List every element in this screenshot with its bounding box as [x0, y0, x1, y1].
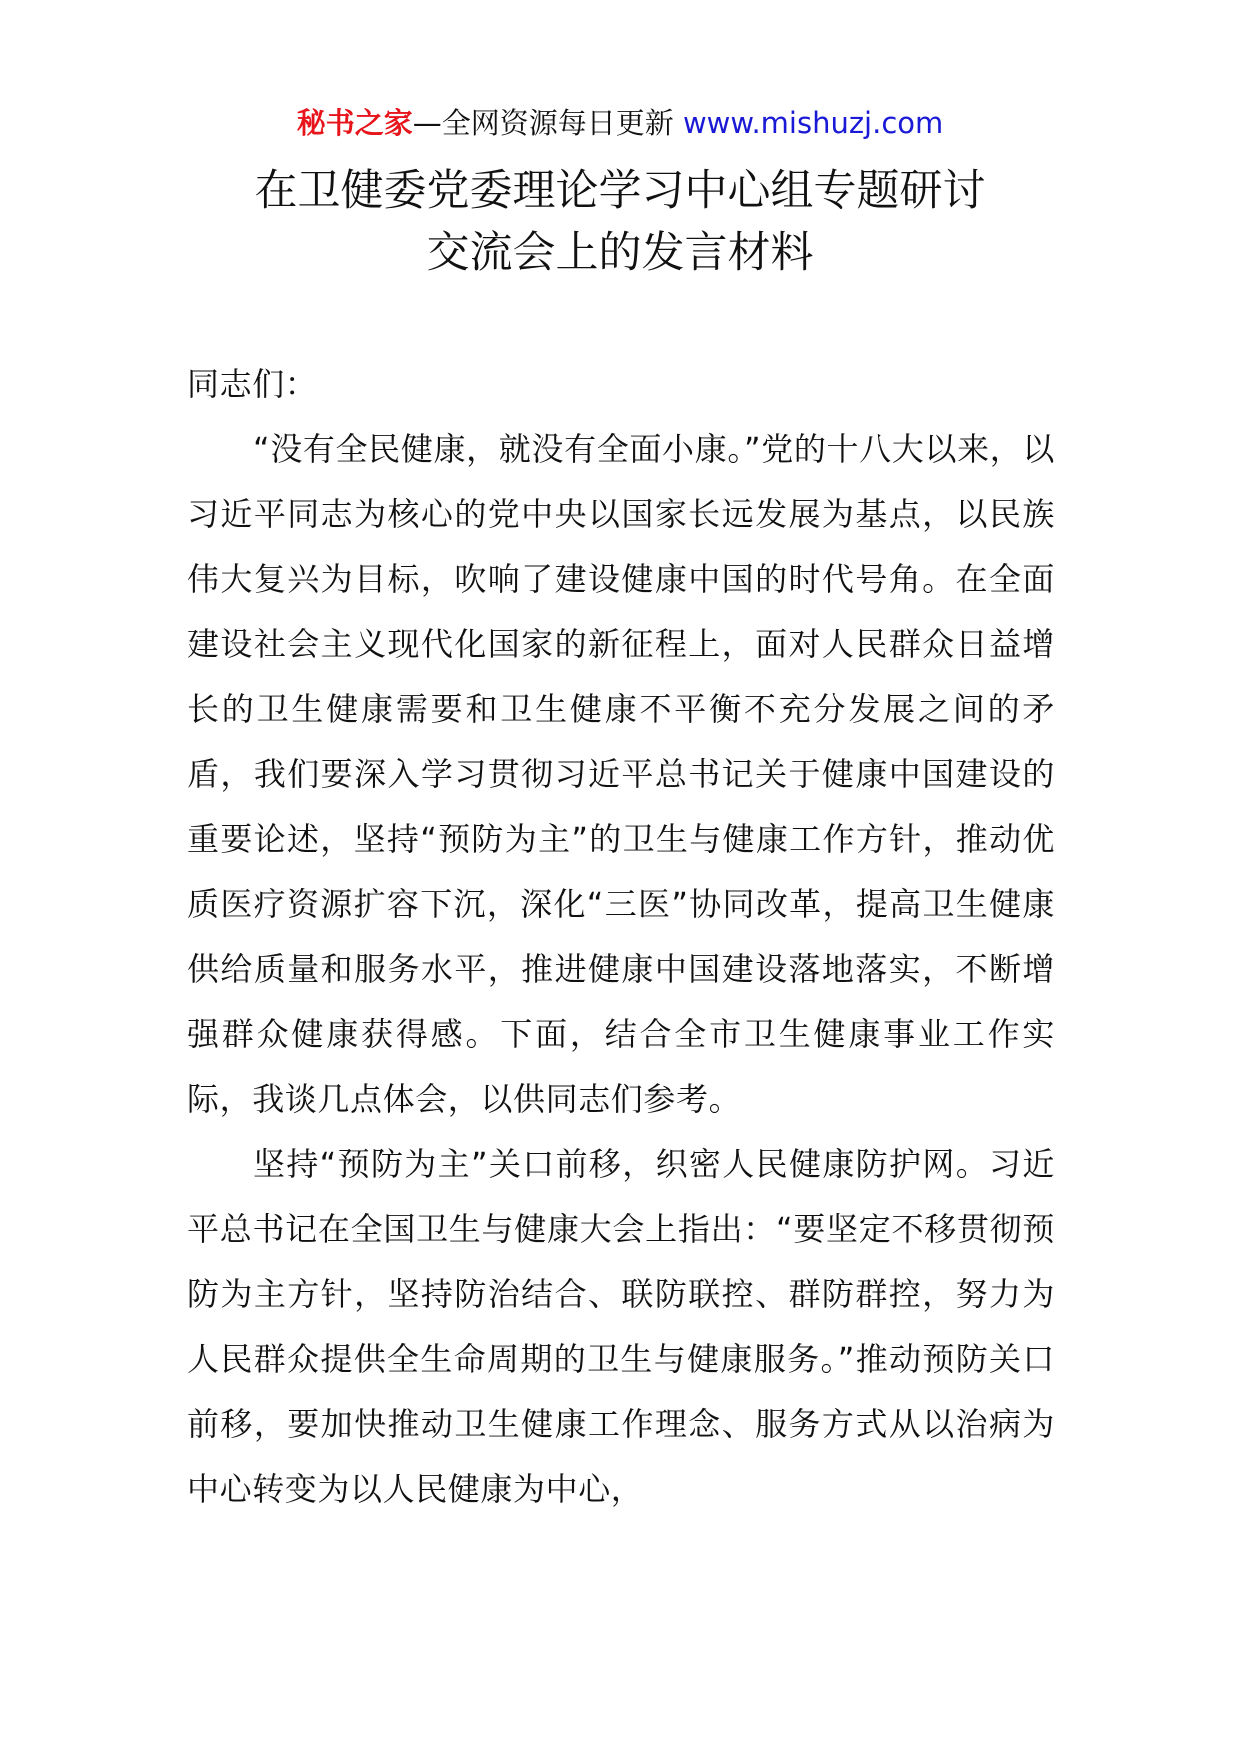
paragraph-1: “没有全民健康，就没有全面小康。”党的十八大以来，以习近平同志为核心的党中央以国家长远发展为基点，以民族伟大复兴为目标，吹响了建设健康中国的时代号角。在全面建设社会主义现代化国家的新征程上，面对人民群众日益增长的卫生健康需要和卫生健康不平衡不充分发展之间的矛盾，我们要深入学习贯彻习近平总书记关于健康中国建设的重要论述，坚持“预防为主”的卫生与健康工作方针，推动优质医疗资源扩容下沉，深化“三医”协同改革，提高卫生健康供给质量和服务水平，推进健康中国建设落地落实，不断增强群众健康获得感。下面，结合全市卫生健康事业工作实际，我谈几点体会，以供同志们参考。 — [187, 430, 1055, 1118]
document-title — [0, 160, 1240, 284]
title-line-1: 在卫健委党委理论学习中心组专题研讨 — [254, 166, 986, 216]
site-brand: 秘书之家 — [296, 106, 413, 140]
document-body — [187, 352, 1055, 1522]
paragraph-2: 坚持“预防为主”关口前移，织密人民健康防护网。习近平总书记在全国卫生与健康大会上指出：“要坚定不移贯彻预防为主方针，坚持防治结合、联防联控、群防群控，努力为人民群众提供全生命周期的卫生与健康服务。”推动预防关口前移，要加快推动卫生健康工作理念、服务方式从以治病为中心转变为以人民健康为中心， — [187, 1145, 1055, 1508]
site-tagline: —全网资源每日更新 — [412, 106, 674, 140]
site-header — [0, 103, 1240, 143]
site-url-link[interactable]: www.mishuzj.com — [682, 106, 944, 140]
title-line-2: 交流会上的发言材料 — [426, 228, 814, 278]
salutation: 同志们： — [187, 365, 318, 403]
